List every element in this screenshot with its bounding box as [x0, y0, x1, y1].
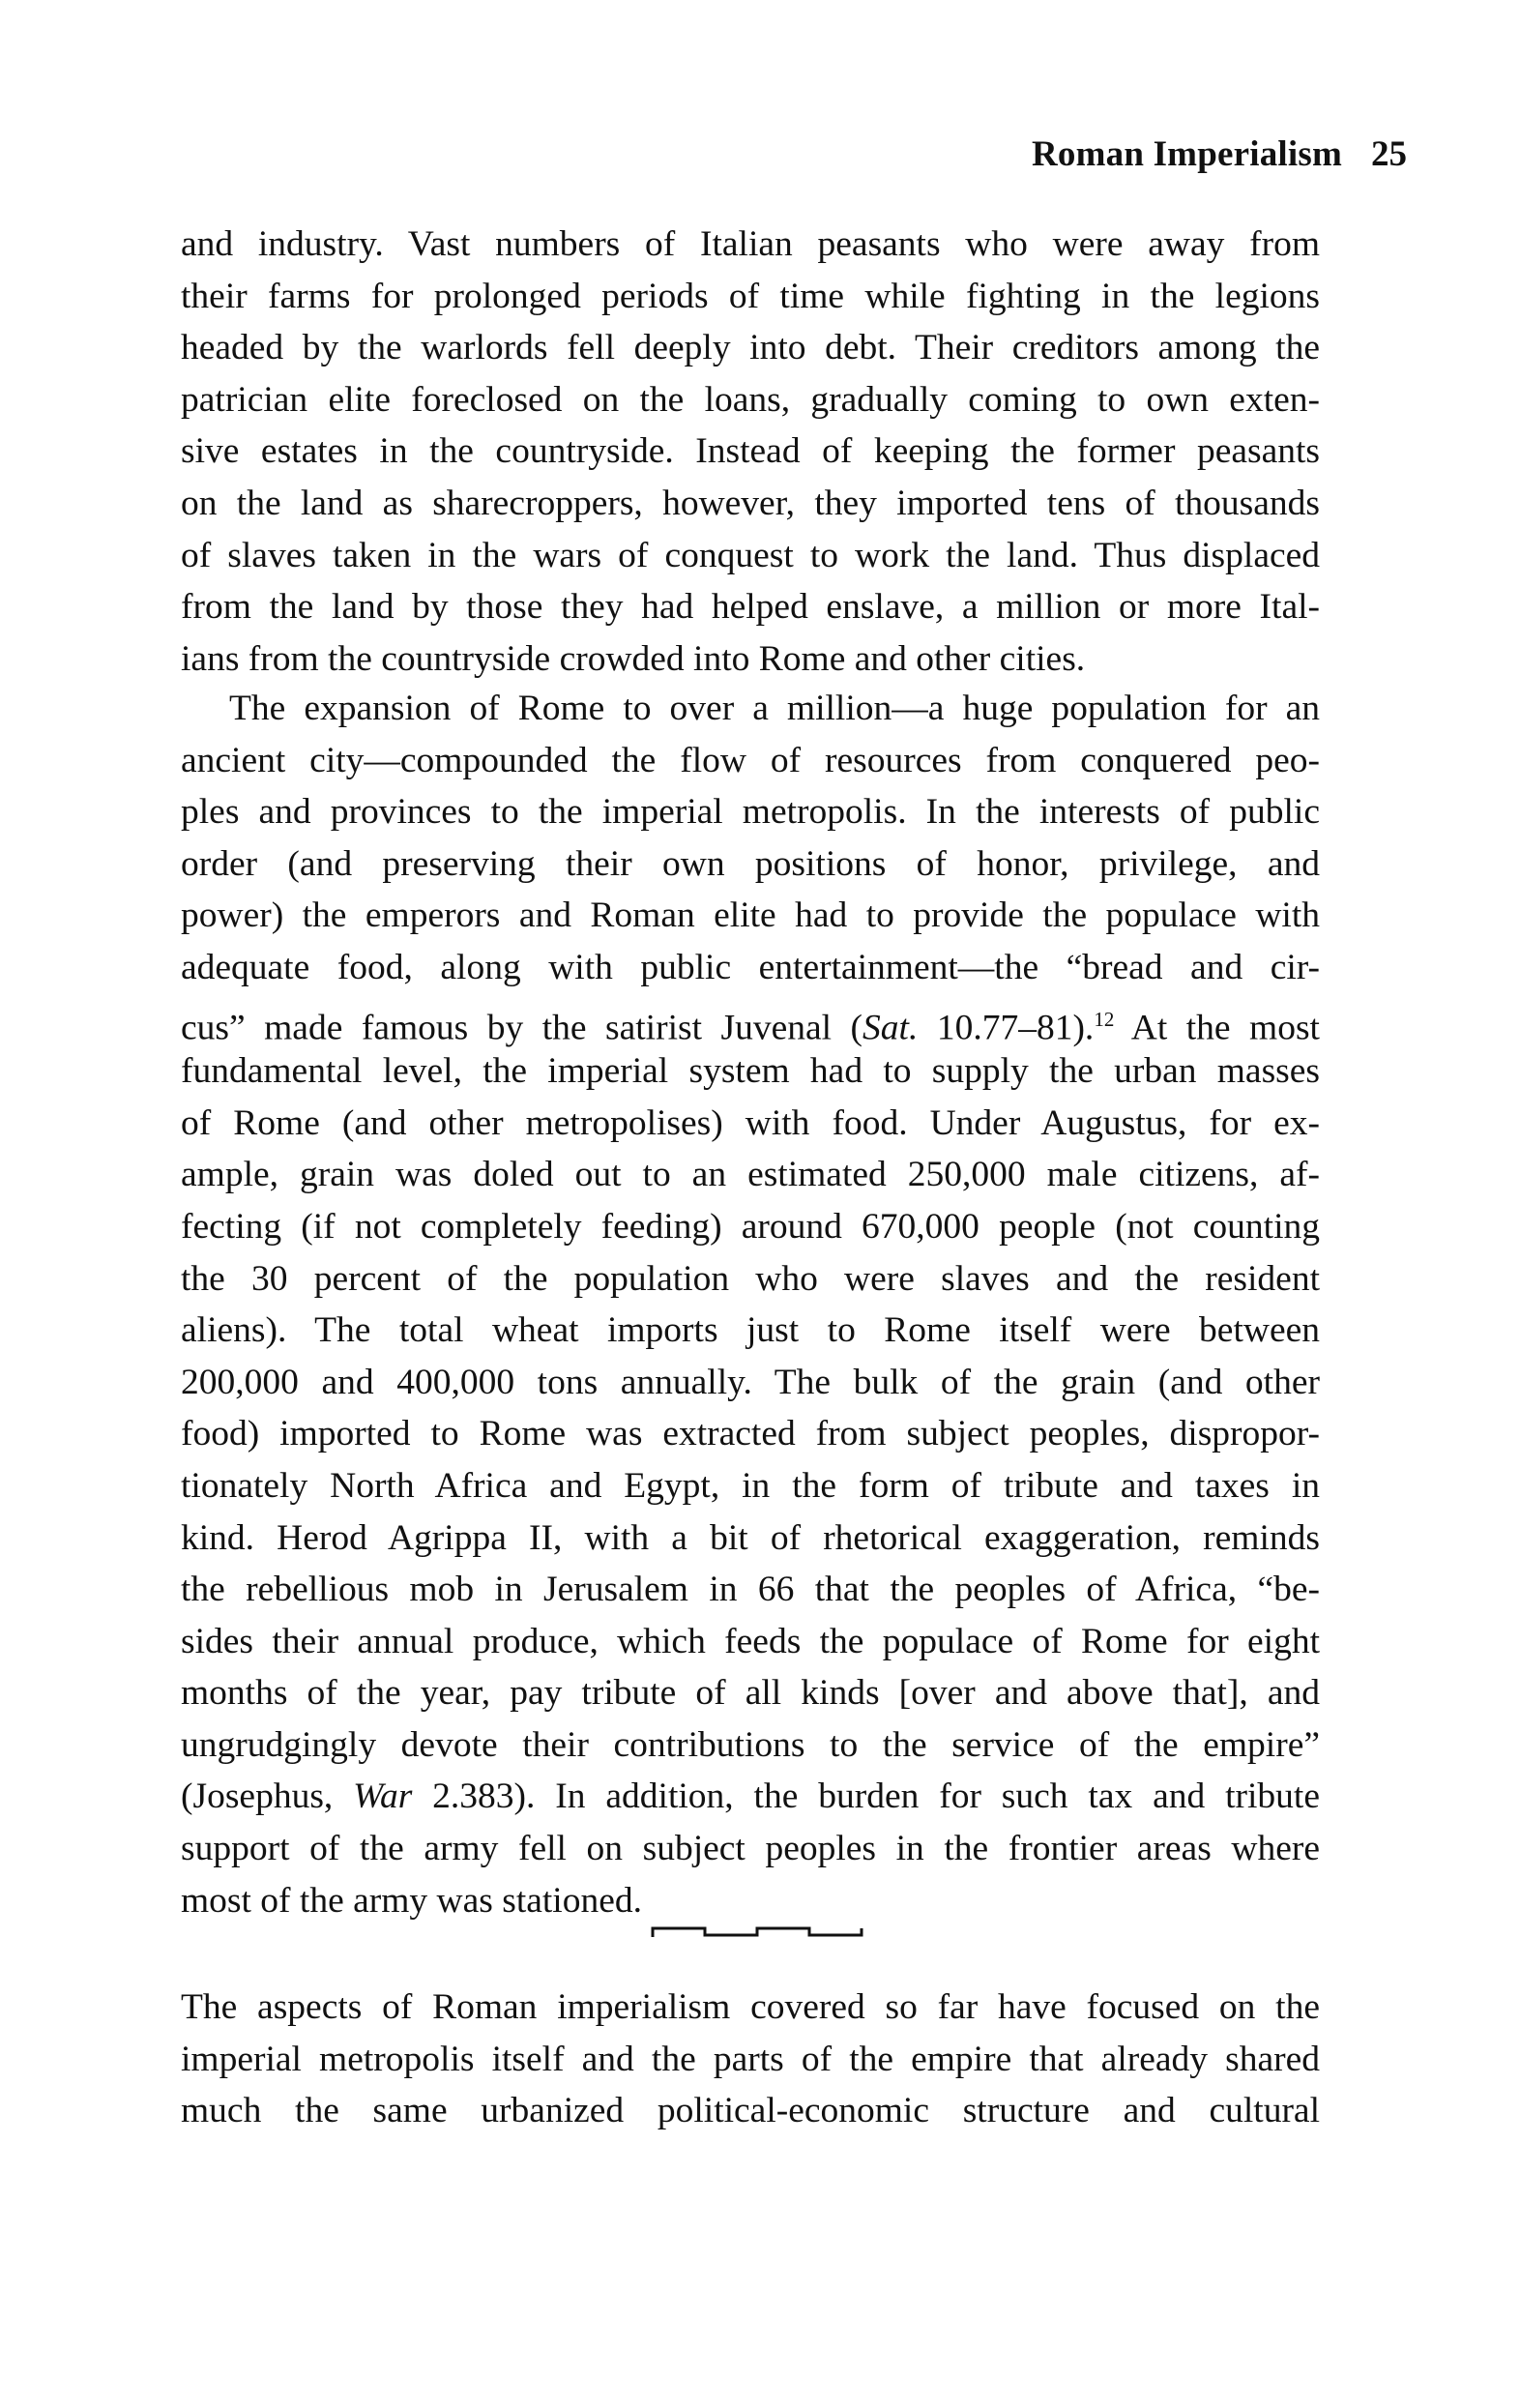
- text-line: kind. Herod Agrippa II, with a bit of rhetorical exaggeration, reminds: [181, 1517, 1320, 1558]
- text-line: from the land by those they had helped enslave, a million or more Ital-: [181, 587, 1320, 628]
- text-line: The expansion of Rome to over a million—a huge population for an: [229, 689, 1320, 728]
- text-line: fundamental level, the imperial system had to supply the urban masses: [181, 1051, 1320, 1092]
- paragraph-1: [181, 219, 1320, 685]
- text-line: the rebellious mob in Jerusalem in 66 that the peoples of Africa, “be-: [181, 1570, 1320, 1610]
- text-segment: cus” made famous by the satirist Juvenal (: [181, 1008, 863, 1048]
- text-line: adequate food, along with public entertainment—the “bread and cir-: [181, 947, 1320, 987]
- text-line: most of the army was stationed.: [181, 1880, 642, 1921]
- text-line: of slaves taken in the wars of conquest to work the land. Thus displaced: [181, 535, 1320, 575]
- text-segment: 10.77–81).: [918, 1008, 1095, 1048]
- text-line: much the same urbanized political-economic structure and cultural: [181, 2091, 1320, 2131]
- running-head: [181, 133, 1407, 176]
- text-line: fecting (if not completely feeding) around 670,000 people (not counting: [181, 1206, 1320, 1247]
- text-line: on the land as sharecroppers, however, they imported tens of thousands: [181, 483, 1320, 523]
- text-line: aliens). The total wheat imports just to Rome itself were between: [181, 1310, 1320, 1351]
- text-line-with-citation: [181, 994, 1320, 1046]
- text-line: The aspects of Roman imperialism covered so far have focused on the: [181, 1987, 1320, 2027]
- text-segment: At the most: [1114, 1008, 1320, 1048]
- text-line: the 30 percent of the population who were slaves and the resident: [181, 1258, 1320, 1299]
- text-line: support of the army fell on subject peoples in the frontier areas where: [181, 1829, 1320, 1869]
- paragraph-2: [181, 683, 1320, 1926]
- text-line: sive estates in the countryside. Instead of keeping the former peasants: [181, 431, 1320, 472]
- text-line: patrician elite foreclosed on the loans, gradually coming to own exten-: [181, 379, 1320, 420]
- running-title: Roman Imperialism: [1032, 134, 1342, 174]
- text-line: ples and provinces to the imperial metropolis. In the interests of public: [181, 792, 1320, 833]
- text-line-with-citation: [181, 1771, 1320, 1823]
- italic-citation: Sat.: [862, 1008, 919, 1048]
- text-line: of Rome (and other metropolises) with food. Under Augustus, for ex-: [181, 1102, 1320, 1143]
- page-number: 25: [1371, 134, 1407, 174]
- text-line: months of the year, pay tribute of all kinds [over and above that], and: [181, 1673, 1320, 1714]
- section-break-ornament: [651, 1923, 865, 1941]
- text-line: ample, grain was doled out to an estimated 250,000 male citizens, af-: [181, 1155, 1320, 1195]
- text-line: 200,000 and 400,000 tons annually. The bulk of the grain (and other: [181, 1362, 1320, 1402]
- italic-citation: War: [353, 1777, 413, 1817]
- text-line: sides their annual produce, which feeds the populace of Rome for eight: [181, 1621, 1320, 1661]
- text-segment: 2.383). In addition, the burden for such tax and tribute: [412, 1777, 1320, 1817]
- text-line: their farms for prolonged periods of time while fighting in the legions: [181, 276, 1320, 316]
- text-line: tionately North Africa and Egypt, in the form of tribute and taxes in: [181, 1465, 1320, 1506]
- text-line: ungrudgingly devote their contributions to the service of the empire”: [181, 1724, 1320, 1765]
- footnote-marker: 12: [1094, 1007, 1115, 1031]
- text-line: food) imported to Rome was extracted from subject peoples, dispropor-: [181, 1414, 1320, 1454]
- text-line: order (and preserving their own positions of honor, privilege, and: [181, 843, 1320, 884]
- text-line: power) the emperors and Roman elite had to provide the populace with: [181, 896, 1320, 936]
- text-line: headed by the warlords fell deeply into debt. Their creditors among the: [181, 328, 1320, 368]
- text-line: and industry. Vast numbers of Italian peasants who were away from: [181, 224, 1320, 264]
- text-line: ancient city—compounded the flow of resources from conquered peo-: [181, 740, 1320, 780]
- text-line: ians from the countryside crowded into Rome and other cities.: [181, 638, 1086, 679]
- text-line: imperial metropolis itself and the parts of the empire that already shared: [181, 2039, 1320, 2079]
- paragraph-3: [181, 1982, 1320, 2137]
- text-segment: (Josephus,: [181, 1777, 354, 1817]
